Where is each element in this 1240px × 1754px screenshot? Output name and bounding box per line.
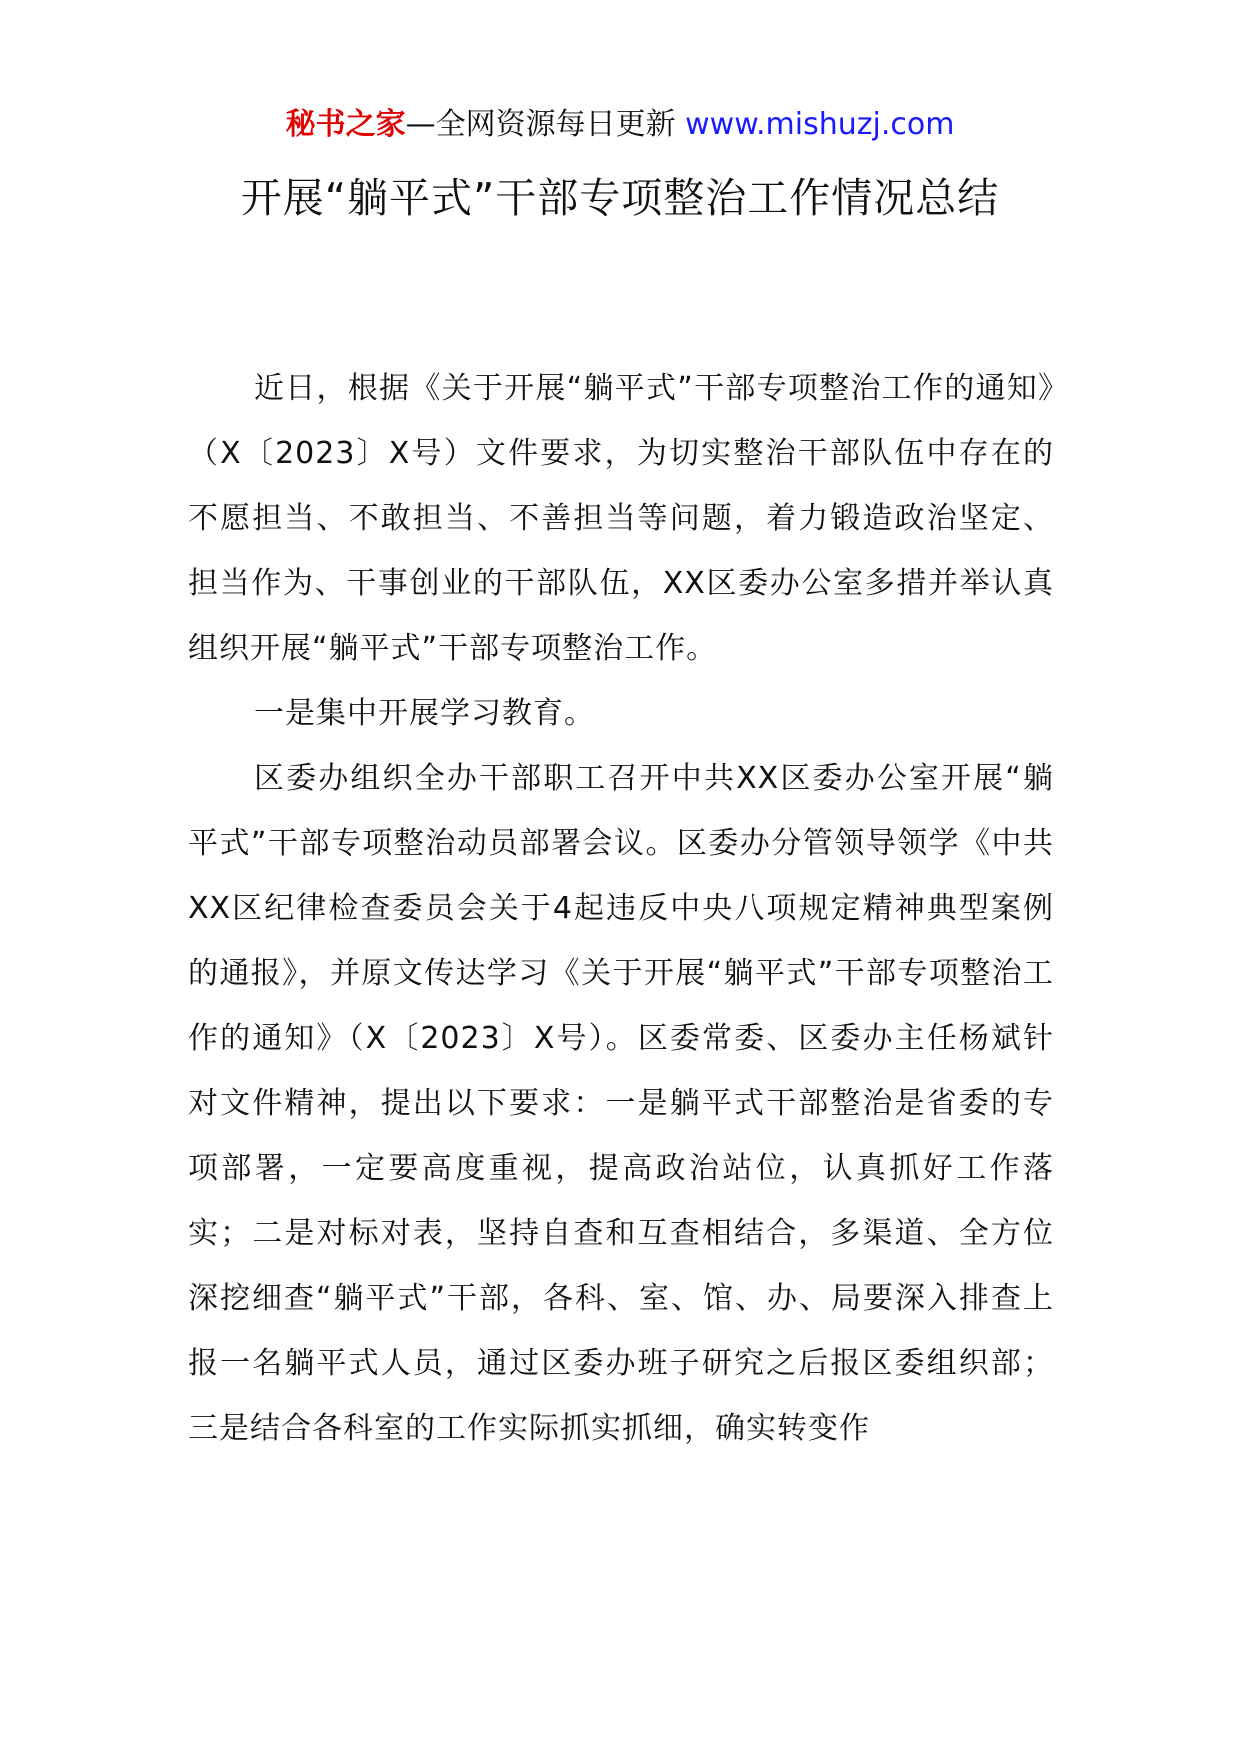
paragraph-intro: 近日，根据《关于开展“躺平式”干部专项整治工作的通知》（X〔2023〕X号）文件要求，为切实整治干部队伍中存在的不愿担当、不敢担当、不善担当等问题，着力锻造政治坚定、担当作为、干事创业的干部队伍，XX区委办公室多措并举认真组织开展“躺平式”干部专项整治工作。 <box>188 371 1054 666</box>
document-title: 开展“躺平式”干部专项整治工作情况总结 <box>240 174 1000 222</box>
section-heading-1: 一是集中开展学习教育。 <box>254 696 595 731</box>
site-header <box>0 104 1240 146</box>
header-tagline: —全网资源每日更新 <box>405 107 686 142</box>
site-url-link[interactable]: www.mishuzj.com <box>685 107 955 142</box>
brand-name: 秘书之家 <box>285 107 406 142</box>
paragraph-section-1: 区委办组织全办干部职工召开中共XX区委办公室开展“躺平式”干部专项整治动员部署会议。区委办分管领导领学《中共XX区纪律检查委员会关于4起违反中央八项规定精神典型案例的通报》，并原文传达学习《关于开展“躺平式”干部专项整治工作的通知》（X〔2023〕X号）。区委常委、区委办主任杨斌针对文件精神，提出以下要求：一是躺平式干部整治是省委的专项部署，一定要高度重视，提高政治站位，认真抓好工作落实；二是对标对表，坚持自查和互查相结合，多渠道、全方位深挖细查“躺平式”干部，各科、室、馆、办、局要深入排查上报一名躺平式人员，通过区委办班子研究之后报区委组织部；三是结合各科室的工作实际抓实抓细，确实转变作 <box>188 761 1054 1446</box>
document-body <box>188 356 1054 1461</box>
